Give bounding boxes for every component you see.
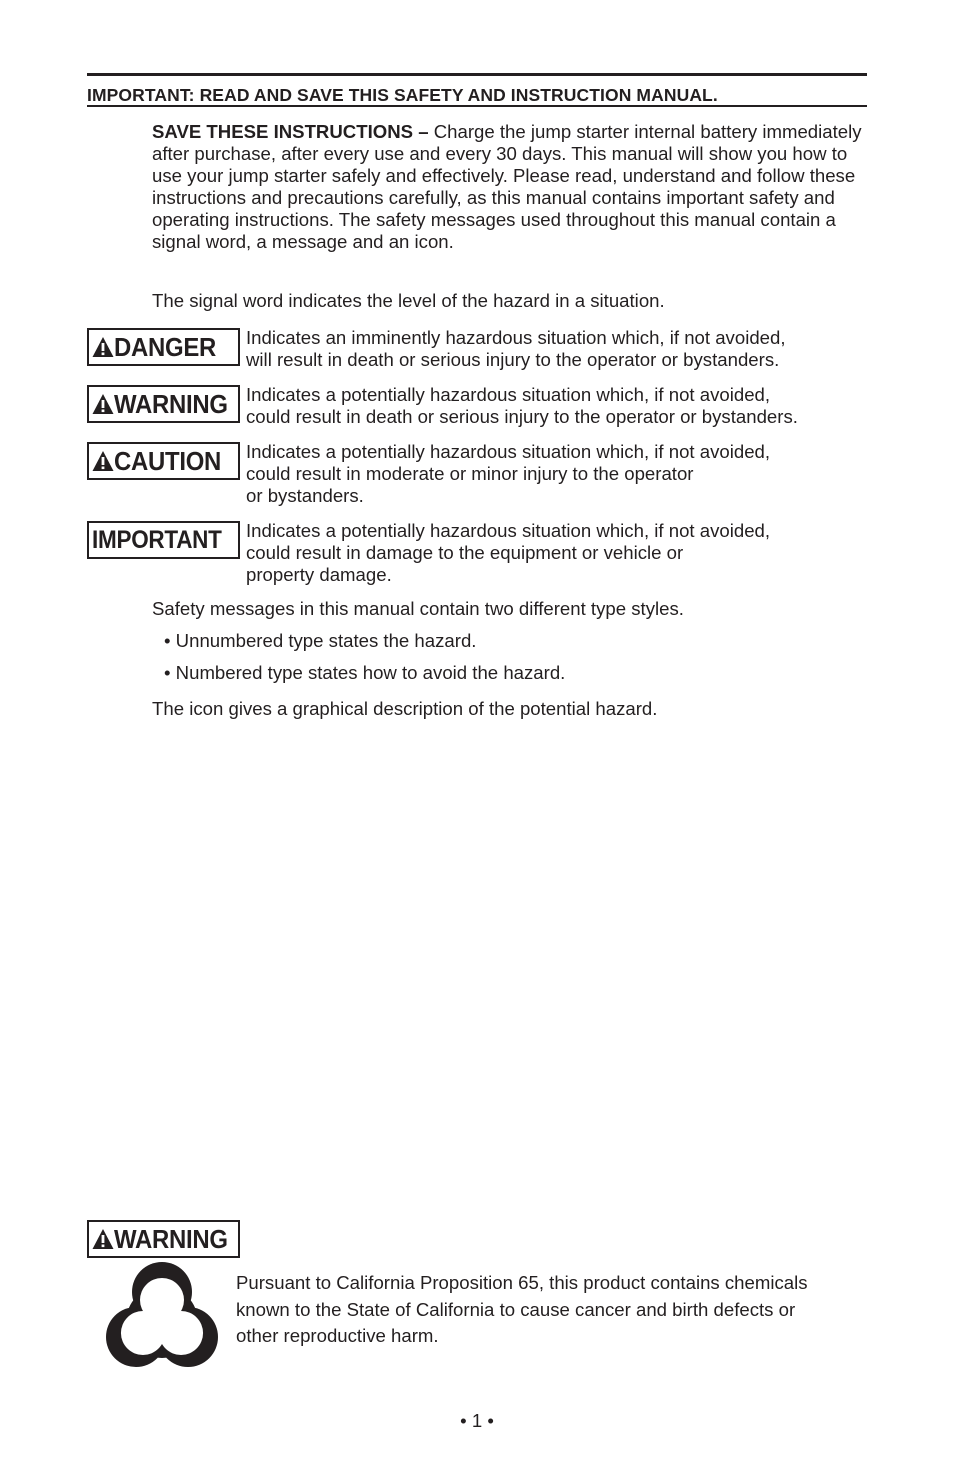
warning-triangle-icon	[92, 393, 114, 415]
prop65-text-line: Pursuant to California Proposition 65, this product contains chemicals	[236, 1272, 808, 1293]
important-description-line: could result in damage to the equipment or vehicle or	[246, 541, 684, 563]
danger-description-line: will result in death or serious injury to the operator or bystanders.	[246, 348, 780, 370]
danger-description	[246, 327, 876, 371]
danger-badge	[87, 328, 240, 366]
important-description-line: Indicates a potentially hazardous situation which, if not avoided,	[246, 520, 771, 541]
caution-description-line: or bystanders.	[246, 484, 364, 506]
important-description-line: property damage.	[246, 563, 392, 585]
intro-paragraph	[152, 121, 864, 253]
prop65-text-line: other reproductive harm.	[236, 1325, 439, 1347]
important-badge-label: IMPORTANT	[92, 525, 222, 554]
manual-header	[87, 73, 867, 107]
prop65-warning-badge	[87, 1220, 240, 1258]
caution-badge-label: CAUTION	[114, 446, 222, 476]
important-description	[246, 520, 876, 585]
caution-description	[246, 441, 876, 506]
caution-description-line: Indicates a potentially hazardous situation which, if not avoided,	[246, 441, 771, 462]
page-number: • 1 •	[460, 1410, 494, 1431]
prop65-badge-label: WARNING	[114, 1224, 228, 1254]
manual-header-title: IMPORTANT: READ AND SAVE THIS SAFETY AND INSTRUCTION MANUAL.	[87, 85, 718, 105]
signal-word-intro: The signal word indicates the level of the hazard in a situation.	[152, 290, 665, 311]
caution-description-line: could result in moderate or minor injury to the operator	[246, 462, 694, 484]
type-styles-intro: Safety messages in this manual contain two different type styles.	[152, 598, 684, 619]
prop65-text	[236, 1270, 876, 1350]
warning-triangle-icon	[92, 450, 114, 472]
type-style-bullet: • Unnumbered type states the hazard.	[164, 630, 477, 651]
warning-badge	[87, 385, 240, 423]
warning-badge-label: WARNING	[114, 389, 228, 419]
danger-badge-label: DANGER	[114, 332, 217, 362]
biohazard-icon	[96, 1259, 228, 1385]
warning-triangle-icon	[92, 1228, 114, 1250]
warning-description-line: Indicates a potentially hazardous situation which, if not avoided,	[246, 384, 771, 405]
intro-body: Charge the jump starter internal battery immediately after purchase, after every use and every 30 days. This manual will show you how to use your jump starter safely and effectively. Please read, understand and follow these instructions and precautions carefully, as this manual contains important safety and operating instructions. The safety messages used throughout this manual contain a signal word, a message and an icon.	[152, 121, 862, 252]
danger-description-line: Indicates an imminently hazardous situation which, if not avoided,	[246, 327, 786, 348]
icon-note: The icon gives a graphical description of the potential hazard.	[152, 698, 658, 719]
warning-triangle-icon	[92, 336, 114, 358]
caution-badge	[87, 442, 240, 480]
warning-description	[246, 384, 876, 428]
warning-description-line: could result in death or serious injury to the operator or bystanders.	[246, 405, 798, 427]
type-style-bullet: • Numbered type states how to avoid the hazard.	[164, 662, 566, 683]
intro-lead: SAVE THESE INSTRUCTIONS –	[152, 121, 429, 142]
important-badge	[87, 521, 240, 559]
prop65-text-line: known to the State of California to cause cancer and birth defects or	[236, 1298, 796, 1320]
